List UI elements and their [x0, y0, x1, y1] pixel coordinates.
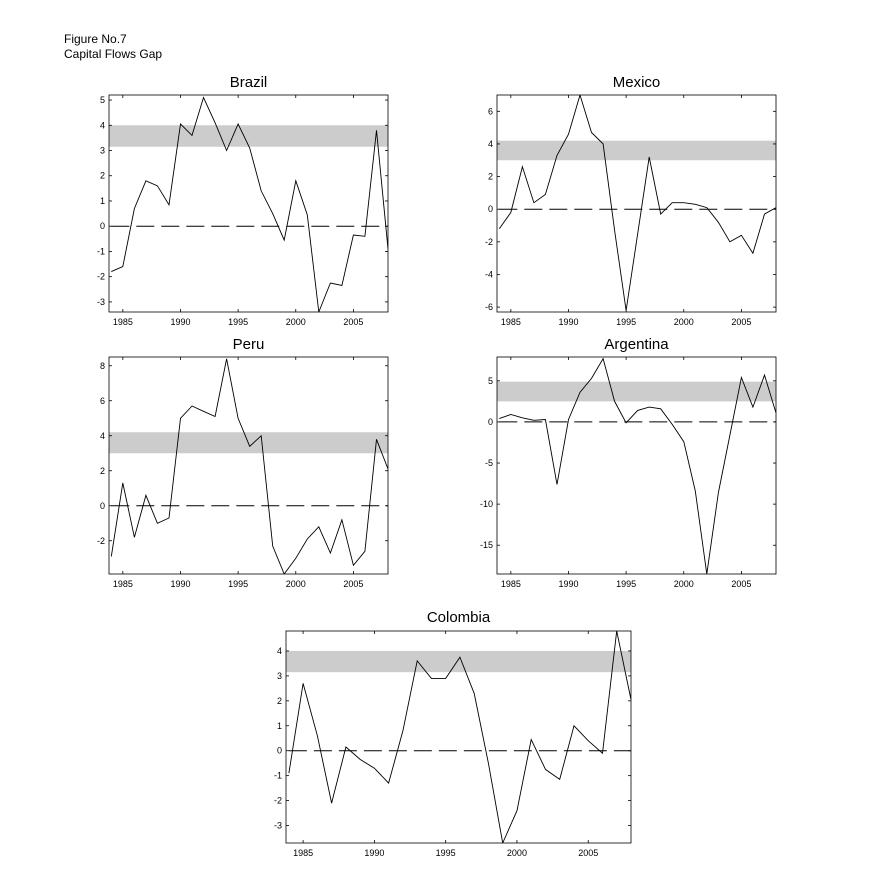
ytick-label-peru: 6 — [99, 395, 105, 406]
ytick-label-mexico: -6 — [484, 302, 493, 313]
xtick-label-brazil: 1995 — [228, 317, 249, 327]
ytick-label-brazil: -1 — [96, 246, 105, 257]
ytick-label-brazil: 3 — [99, 145, 105, 156]
xtick-label-brazil: 2005 — [343, 317, 364, 327]
xtick-label-peru: 2005 — [343, 579, 364, 589]
ytick-label-peru: 4 — [99, 430, 105, 441]
xtick-label-brazil: 2000 — [285, 317, 306, 327]
ytick-label-mexico: 6 — [487, 106, 493, 117]
xtick-label-argentina: 1990 — [558, 579, 579, 589]
ytick-label-brazil: -2 — [96, 271, 105, 282]
ytick-label-colombia: -3 — [273, 820, 282, 831]
chart-title-mexico: Mexico — [612, 74, 661, 91]
ytick-label-colombia: 1 — [276, 720, 282, 731]
ytick-label-colombia: 3 — [276, 670, 282, 681]
xtick-label-mexico: 2000 — [673, 317, 694, 327]
band-colombia — [286, 651, 631, 672]
xtick-label-peru: 1990 — [170, 579, 191, 589]
xtick-label-peru: 2000 — [285, 579, 306, 589]
xtick-label-colombia: 1985 — [293, 848, 314, 858]
chart-title-argentina: Argentina — [604, 336, 669, 353]
xtick-label-colombia: 1990 — [364, 848, 385, 858]
chart-title-peru: Peru — [232, 336, 265, 353]
ytick-label-brazil: 5 — [99, 95, 105, 106]
xtick-label-argentina: 1985 — [500, 579, 521, 589]
ytick-label-argentina: -5 — [484, 458, 493, 469]
xtick-label-brazil: 1990 — [170, 317, 191, 327]
chart-title-brazil: Brazil — [229, 74, 268, 91]
ytick-label-argentina: 0 — [487, 416, 493, 427]
ytick-label-brazil: 4 — [99, 120, 105, 131]
figure-title: Capital Flows Gap — [64, 47, 163, 61]
xtick-label-colombia: 2005 — [578, 848, 599, 858]
xtick-label-mexico: 1985 — [500, 317, 521, 327]
ytick-label-mexico: 4 — [487, 138, 493, 149]
xtick-label-mexico: 1990 — [558, 317, 579, 327]
ytick-label-mexico: 0 — [487, 204, 493, 215]
xtick-label-argentina: 2000 — [673, 579, 694, 589]
ytick-label-mexico: -4 — [484, 269, 493, 280]
figure-number: Figure No.7 — [64, 32, 127, 46]
xtick-label-brazil: 1985 — [112, 317, 133, 327]
ytick-label-brazil: 1 — [99, 195, 105, 206]
ytick-label-brazil: -3 — [96, 296, 105, 307]
ytick-label-colombia: 2 — [276, 695, 282, 706]
ytick-label-peru: 0 — [99, 500, 105, 511]
ytick-label-brazil: 2 — [99, 170, 105, 181]
ytick-label-brazil: 0 — [99, 221, 105, 232]
ytick-label-colombia: -1 — [273, 770, 282, 781]
xtick-label-mexico: 2005 — [731, 317, 752, 327]
xtick-label-colombia: 1995 — [435, 848, 456, 858]
ytick-label-peru: 2 — [99, 465, 105, 476]
ytick-label-colombia: 0 — [276, 745, 282, 756]
xtick-label-colombia: 2000 — [506, 848, 527, 858]
ytick-label-colombia: -2 — [273, 795, 282, 806]
ytick-label-argentina: -10 — [479, 499, 493, 510]
xtick-label-mexico: 1995 — [616, 317, 637, 327]
ytick-label-colombia: 4 — [276, 645, 282, 656]
xtick-label-argentina: 2005 — [731, 579, 752, 589]
ytick-label-argentina: -15 — [479, 540, 493, 551]
ytick-label-argentina: 5 — [487, 375, 493, 386]
ytick-label-peru: -2 — [96, 535, 105, 546]
ytick-label-peru: 8 — [99, 360, 105, 371]
ytick-label-mexico: 2 — [487, 171, 493, 182]
xtick-label-peru: 1985 — [112, 579, 133, 589]
ytick-label-mexico: -2 — [484, 236, 493, 247]
chart-title-colombia: Colombia — [426, 609, 491, 626]
xtick-label-peru: 1995 — [228, 579, 249, 589]
xtick-label-argentina: 1995 — [616, 579, 637, 589]
